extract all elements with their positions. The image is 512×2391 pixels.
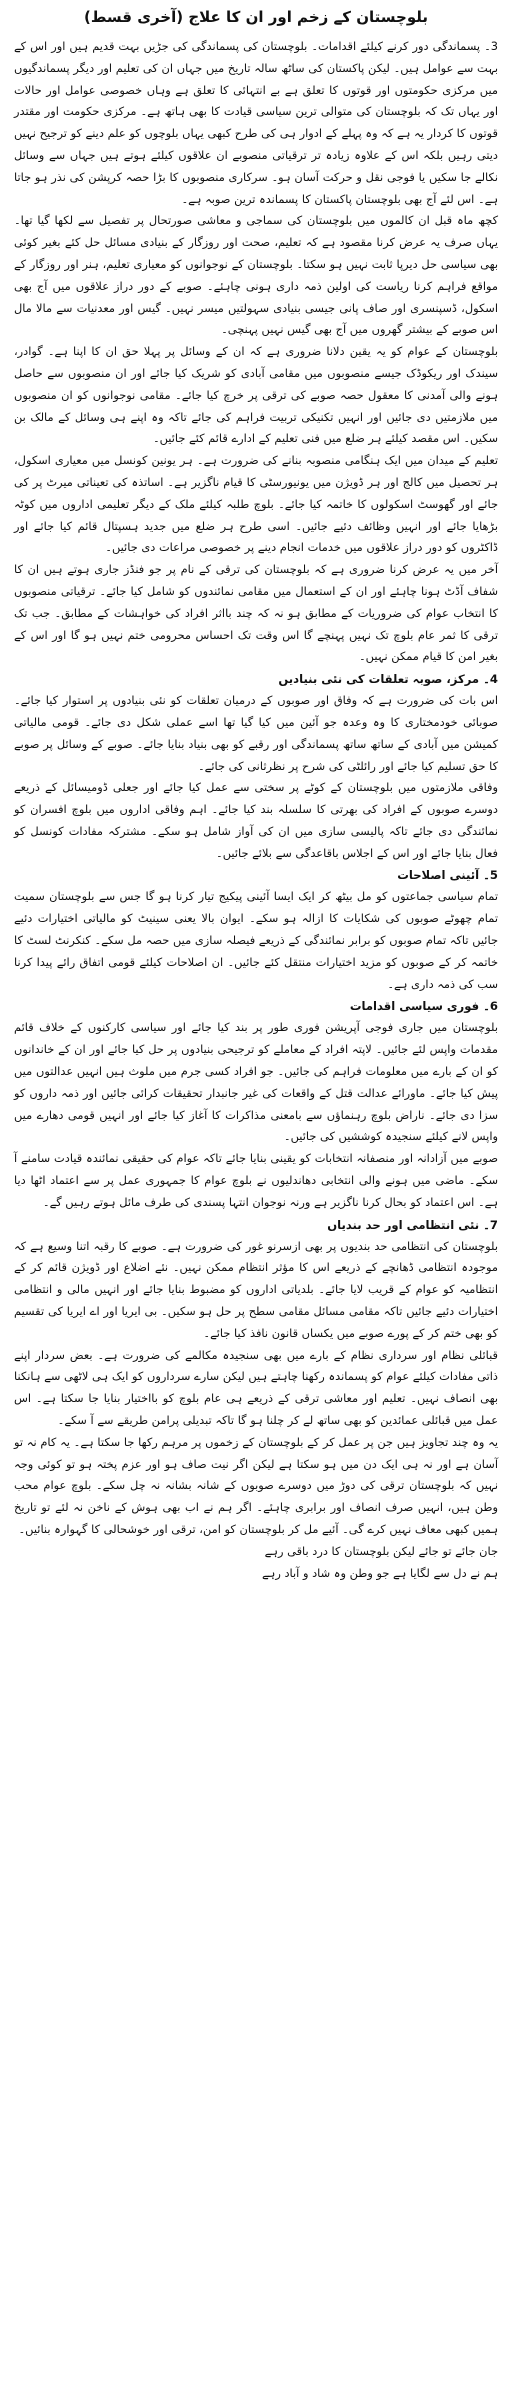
- intro-paragraph: 3۔ پسماندگی دور کرنے کیلئے اقدامات۔ بلوچستان کی پسماندگی کی جڑیں بہت قدیم ہیں اور اس کے بہت سے عوامل ہیں۔ لیکن پاکستان کی ساٹھ سالہ تاریخ میں جہاں ان کی تعلیم اور دیگر پسماندگیوں میں مرکزی حکومتوں اور قوتوں کا تعلق ہے بے انتہائی کا تعلق ہے وہاں خصوصی عوامل اور حالات اور یہاں تک کہ بلوچستان کی متوالی ترین سیاسی قیادت کا بھی ہاتھ ہے۔ مرکزی حکومت اور مقتدر قوتوں کا کردار یہ ہے کہ وہ پہلے کے ادوار ہی کی طرح کبھی یہاں بلوچوں کو علم دینے کو ترجیح نہیں دیتی رہیں بلکہ اس کے علاوہ زیادہ تر ترقیاتی منصوبے ان علاقوں کیلئے ہوتے ہیں جہاں سے وسائل نکالے جا سکیں یا فوجی نقل و حرکت آسان ہو۔ سرکاری منصوبوں کا بڑا حصہ کرپشن کی نذر ہو جاتا ہے۔ اس لئے آج بھی بلوچستان پاکستان کا پسماندہ ترین صوبہ ہے۔: [14, 39, 498, 206]
- section-paragraph: بلوچستان میں جاری فوجی آپریشن فوری طور پر بند کیا جائے اور سیاسی کارکنوں کے خلاف قائم مقدمات واپس لئے جائیں۔ لاپتہ افراد کے معاملے کو ترجیحی بنیادوں پر حل کیا جائے اور ان کے خاندانوں کو ان کے بارے میں معلومات فراہم کی جائیں۔ جو افراد کسی جرم میں ملوث ہیں انہیں عدالتوں میں پیش کیا جائے۔ ماورائے عدالت قتل کے واقعات کی غیر جانبدار تحقیقات کرائی جائیں اور ذمہ داروں کو سزا دی جائے۔ ناراض بلوچ رہنماؤں سے بامعنی مذاکرات کا آغاز کیا جائے اور انہیں قومی دھارے میں واپس لانے کیلئے سنجیدہ کوششیں کی جائیں۔: [14, 1020, 498, 1144]
- intro-paragraph: آخر میں یہ عرض کرنا ضروری ہے کہ بلوچستان کی ترقی کے نام پر جو فنڈز جاری ہوتے ہیں ان کا شفاف آڈٹ ہونا چاہئے اور ان کے استعمال میں مقامی نمائندوں کو شامل کیا جائے۔ ترقیاتی منصوبوں کا انتخاب عوام کی ضروریات کے مطابق ہو نہ کہ چند بااثر افراد کی خواہشات کے مطابق۔ جب تک ترقی کا ثمر عام بلوچ تک نہیں پہنچے گا اس وقت تک احساس محرومی ختم نہیں ہو گا اور اس کے بغیر امن کا قیام ممکن نہیں۔: [14, 562, 498, 664]
- intro-paragraph: بلوچستان کے عوام کو یہ یقین دلانا ضروری ہے کہ ان کے وسائل پر پہلا حق ان کا اپنا ہے۔ گوادر، سیندک اور ریکوڈک جیسے منصوبوں میں مقامی آبادی کو شریک کیا جائے اور ان منصوبوں سے حاصل ہونے والی آمدنی کا معقول حصہ صوبے کی ترقی پر خرچ کیا جائے۔ مقامی نوجوانوں کو ان منصوبوں میں ملازمتیں دی جائیں اور انہیں تکنیکی تربیت فراہم کی جائے تاکہ وہ اپنے ہی وسائل کے مالک بن سکیں۔ اس مقصد کیلئے ہر ضلع میں فنی تعلیم کے ادارے قائم کئے جائیں۔: [14, 344, 498, 446]
- section-title: 7۔ نئی انتظامی اور حد بندیاں: [327, 1217, 498, 1232]
- intro-section: [14, 36, 498, 668]
- section-paragraph: اس بات کی ضرورت ہے کہ وفاق اور صوبوں کے درمیان تعلقات کو نئی بنیادوں پر استوار کیا جائے۔ صوبائی خودمختاری کا وہ وعدہ جو آئین میں کیا گیا تھا اسے عملی شکل دی جائے۔ قومی مالیاتی کمیشن میں آبادی کے ساتھ ساتھ پسماندگی اور رقبے کو بھی بنیاد بنایا جائے۔ صوبے کے وسائل پر صوبے کا حق تسلیم کیا جائے اور رائلٹی کی شرح پر نظرثانی کی جائے۔: [14, 693, 498, 773]
- section-administrative-boundaries: [14, 1214, 498, 1541]
- intro-paragraph: تعلیم کے میدان میں ایک ہنگامی منصوبہ بنانے کی ضرورت ہے۔ ہر یونین کونسل میں معیاری اسکول، ہر تحصیل میں کالج اور ہر ڈویژن میں یونیورسٹی کا قیام ناگزیر ہے۔ اساتذہ کی تعیناتی میرٹ پر کی جائے اور گھوسٹ اسکولوں کا خاتمہ کیا جائے۔ بلوچ طلبہ کیلئے ملک کے دیگر تعلیمی اداروں میں کوٹہ بڑھایا جائے اور انہیں وظائف دئیے جائیں۔ اسی طرح ہر ضلع میں جدید ہسپتال قائم کیا جائے اور ڈاکٹروں کو دور دراز علاقوں میں خدمات انجام دینے پر خصوصی مراعات دی جائیں۔: [14, 453, 498, 555]
- section-paragraph: بلوچستان کی انتظامی حد بندیوں پر بھی ازسرنو غور کی ضرورت ہے۔ صوبے کا رقبہ اتنا وسیع ہے کہ موجودہ انتظامی ڈھانچے کے ذریعے اس کا مؤثر انتظام ممکن نہیں۔ نئے اضلاع اور ڈویژن قائم کر کے انتظامیہ کو عوام کے قریب لایا جائے۔ بلدیاتی اداروں کو مضبوط بنایا جائے اور انہیں مالی و انتظامی اختیارات دئیے جائیں تاکہ مقامی مسائل مقامی سطح پر حل ہو سکیں۔ بی ایریا اور اے ایریا کی تقسیم کو بھی ختم کر کے پورے صوبے میں یکساں قانون نافذ کیا جائے۔: [14, 1238, 498, 1340]
- section-title: 4۔ مرکز، صوبہ تعلقات کی نئی بنیادیں: [278, 672, 498, 687]
- section-center-province-relations: [14, 668, 498, 864]
- section-paragraph: یہ وہ چند تجاویز ہیں جن پر عمل کر کے بلوچستان کے زخموں پر مرہم رکھا جا سکتا ہے۔ یہ کام نہ تو آسان ہے اور نہ ہی ایک دن میں ہو سکتا ہے لیکن اگر نیت صاف ہو اور عزم پختہ ہو تو کوئی وجہ نہیں کہ بلوچستان ترقی کی دوڑ میں دوسرے صوبوں کے شانہ بشانہ نہ چل سکے۔ بلوچ عوام محب وطن ہیں، انہیں صرف انصاف اور برابری چاہئے۔ اگر ہم نے اب بھی ہوش کے ناخن نہ لئے تو تاریخ ہمیں کبھی معاف نہیں کرے گی۔ آئیے مل کر بلوچستان کو امن، ترقی اور خوشحالی کا گہوارہ بنائیں۔: [14, 1434, 498, 1536]
- intro-paragraph: کچھ ماہ قبل ان کالموں میں بلوچستان کی سماجی و معاشی صورتحال پر تفصیل سے لکھا گیا تھا۔ یہاں صرف یہ عرض کرنا مقصود ہے کہ تعلیم، صحت اور روزگار کے بنیادی مسائل حل کئے بغیر کوئی بھی سیاسی حل دیرپا ثابت نہیں ہو سکتا۔ بلوچستان کے نوجوانوں کو معیاری تعلیم، ہنر اور روزگار کے مواقع فراہم کرنا ریاست کی اولین ذمہ داری ہونی چاہئے۔ صوبے کے دور دراز علاقوں میں آج بھی اسکول، ڈسپنسری اور صاف پانی جیسی بنیادی سہولتیں میسر نہیں۔ گیس اور معدنیات سے مالا مال اس صوبے کے بیشتر گھروں میں آج بھی گیس نہیں پہنچی۔: [14, 213, 498, 337]
- section-paragraph: صوبے میں آزادانہ اور منصفانہ انتخابات کو یقینی بنایا جائے تاکہ عوام کی حقیقی نمائندہ قیادت سامنے آ سکے۔ ماضی میں ہونے والی انتخابی دھاندلیوں نے بلوچ عوام کا جمہوری عمل پر سے اعتماد اٹھا دیا ہے۔ اس اعتماد کو بحال کرنا ناگزیر ہے ورنہ نوجوان انتہا پسندی کی طرف مائل ہوتے رہیں گے۔: [14, 1151, 498, 1209]
- couplet-line: ہم نے دل سے لگایا ہے جو وطن وہ شاد و آباد رہے: [262, 1565, 498, 1580]
- section-paragraph: قبائلی نظام اور سرداری نظام کے بارے میں بھی سنجیدہ مکالمے کی ضرورت ہے۔ بعض سردار اپنے ذاتی مفادات کیلئے عوام کو پسماندہ رکھنا چاہتے ہیں لیکن سارے سرداروں کو ایک ہی لاٹھی سے ہانکنا بھی انصاف نہیں۔ تعلیم اور معاشی ترقی کے ذریعے ہی عام بلوچ کو بااختیار بنایا جا سکتا ہے۔ اس عمل میں قبائلی عمائدین کو بھی ساتھ لے کر چلنا ہو گا تاکہ تبدیلی پرامن طریقے سے آ سکے۔: [14, 1347, 498, 1428]
- section-title: 5۔ آئینی اصلاحات: [397, 868, 498, 883]
- section-immediate-political-steps: [14, 995, 498, 1213]
- article-headline: بلوچستان کے زخم اور ان کا علاج (آخری قسط): [83, 8, 429, 26]
- section-constitutional-reforms: [14, 864, 498, 995]
- couplet-line: جان جائے تو جائے لیکن بلوچستان کا درد باقی رہے: [264, 1543, 498, 1558]
- section-title: 6۔ فوری سیاسی اقدامات: [349, 999, 498, 1014]
- section-paragraph: وفاقی ملازمتوں میں بلوچستان کے کوٹے پر سختی سے عمل کیا جائے اور جعلی ڈومیسائل کے ذریعے دوسرے صوبوں کے افراد کی بھرتی کا سلسلہ بند کیا جائے۔ اہم وفاقی اداروں میں بلوچ افسران کو نمائندگی دی جائے تاکہ پالیسی سازی میں ان کی آواز شامل ہو سکے۔ مشترکہ مفادات کونسل کو فعال بنایا جائے اور اس کے اجلاس باقاعدگی سے بلائے جائیں۔: [14, 780, 498, 860]
- closing-couplet: [14, 1541, 498, 1585]
- section-paragraph: تمام سیاسی جماعتوں کو مل بیٹھ کر ایک ایسا آئینی پیکیج تیار کرنا ہو گا جس سے بلوچستان سمیت تمام چھوٹے صوبوں کی شکایات کا ازالہ ہو سکے۔ ایوان بالا یعنی سینیٹ کو مالیاتی اختیارات دئیے جائیں تاکہ تمام صوبوں کو برابر نمائندگی کے ذریعے فیصلہ سازی میں حصہ مل سکے۔ کنکرنٹ لسٹ کا خاتمہ کر کے صوبوں کو مزید اختیارات منتقل کئے جائیں۔ ان اصلاحات کیلئے قومی اتفاق رائے پیدا کرنا سب کی ذمہ داری ہے۔: [14, 889, 498, 991]
